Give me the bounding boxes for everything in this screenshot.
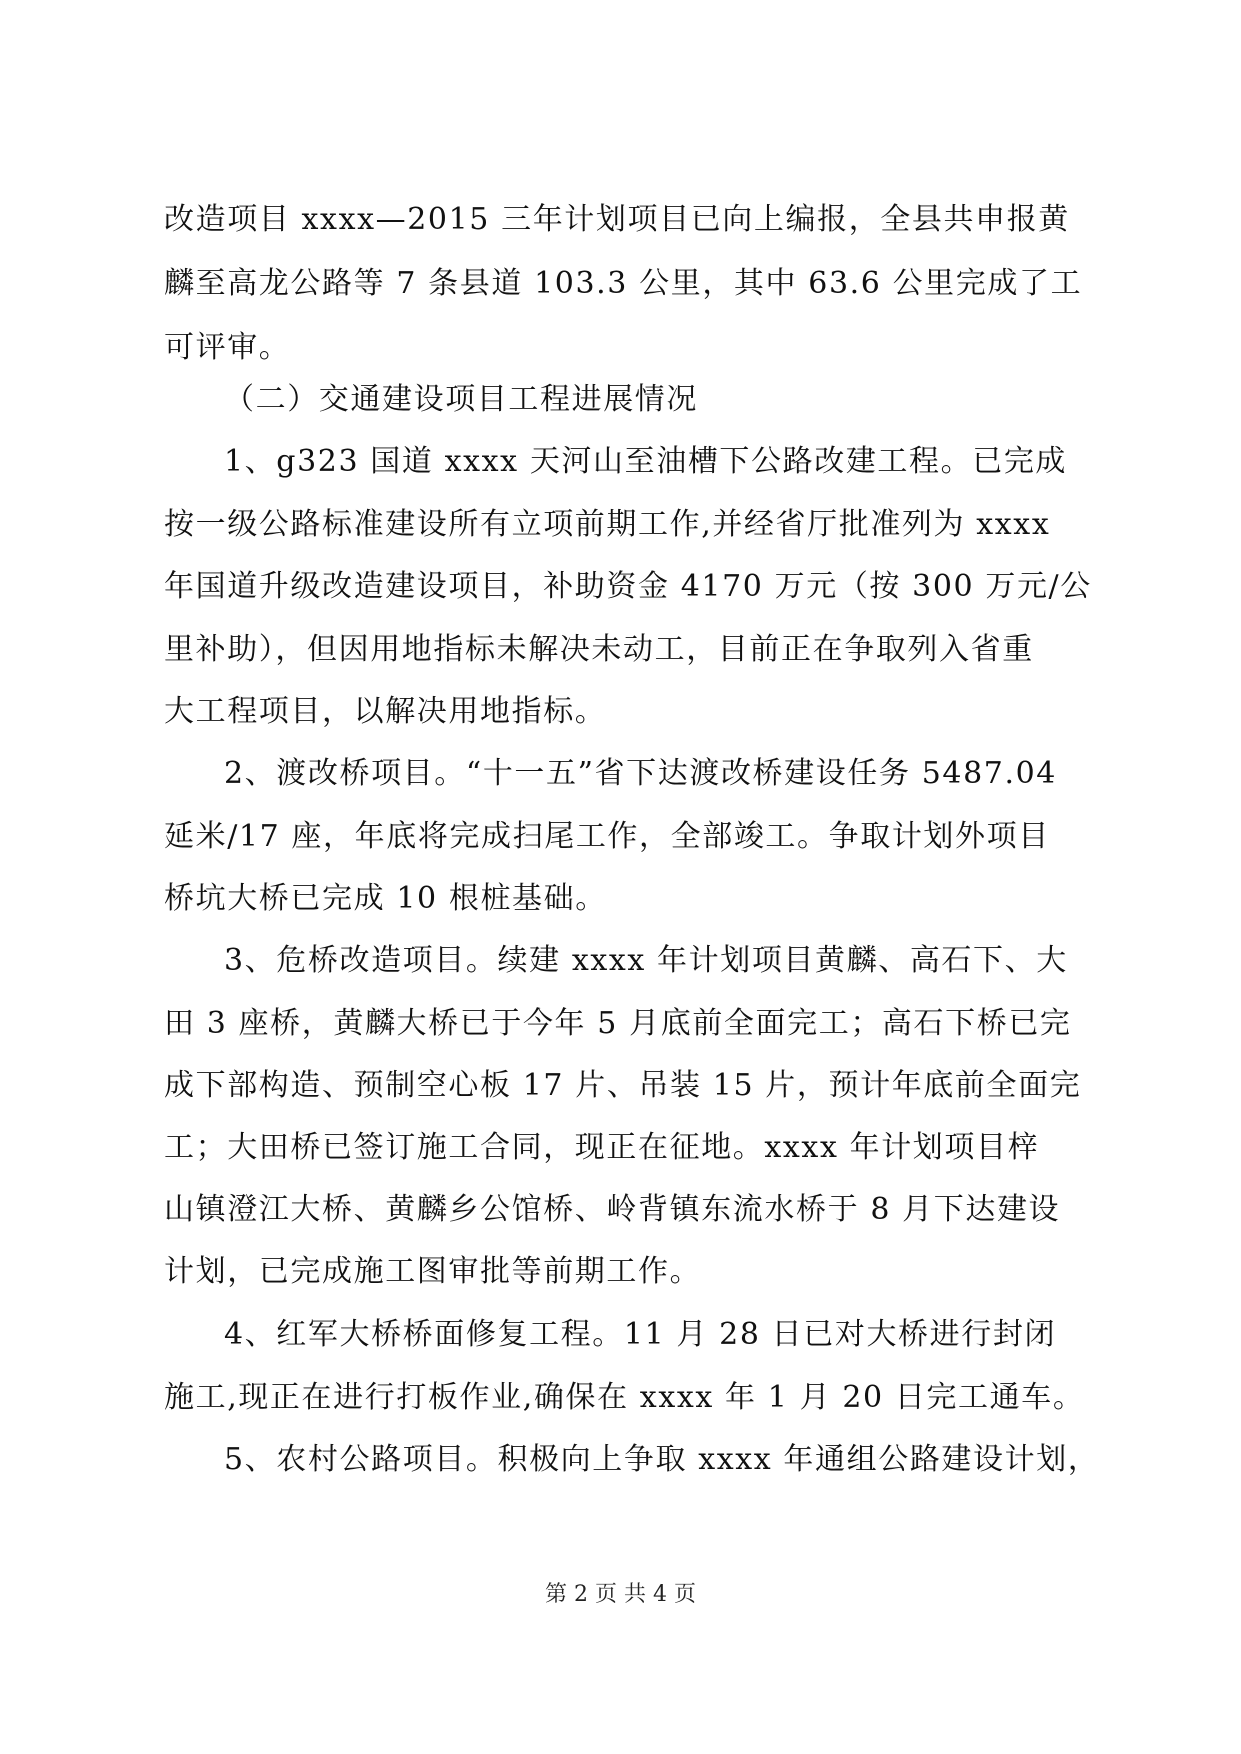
- text-line: 按一级公路标准建设所有立项前期工作,并经省厅批准列为 xxxx: [164, 507, 1051, 542]
- text-line: 计划，已完成施工图审批等前期工作。: [164, 1254, 702, 1289]
- text-line: 工；大田桥已签订施工合同，现正在征地。xxxx 年计划项目梓: [164, 1130, 1040, 1165]
- text-line: 大工程项目，以解决用地指标。: [164, 694, 607, 729]
- text-line: 施工,现正在进行打板作业,确保在 xxxx 年 1 月 20 日完工通车。: [164, 1380, 1085, 1415]
- page-number-footer: 第 2 页 共 4 页: [545, 1582, 696, 1607]
- text-line: 年国道升级改造建设项目，补助资金 4170 万元（按 300 万元/公: [164, 569, 1092, 604]
- text-line: 1、g323 国道 xxxx 天河山至油槽下公路改建工程。已完成: [224, 444, 1068, 479]
- text-line: 麟至高龙公路等 7 条县道 103.3 公里，其中 63.6 公里完成了工: [164, 266, 1083, 301]
- text-line: 延米/17 座，年底将完成扫尾工作，全部竣工。争取计划外项目: [164, 819, 1050, 854]
- text-line: 4、红军大桥桥面修复工程。11 月 28 日已对大桥进行封闭: [224, 1317, 1057, 1352]
- text-line: 山镇澄江大桥、黄麟乡公馆桥、岭背镇东流水桥于 8 月下达建设: [164, 1192, 1061, 1227]
- text-line: 改造项目 xxxx—2015 三年计划项目已向上编报，全县共申报黄: [164, 202, 1070, 237]
- text-line: 2、渡改桥项目。“十一五”省下达渡改桥建设任务 5487.04: [224, 756, 1057, 791]
- text-line: 里补助），但因用地指标未解决未动工，目前正在争取列入省重: [164, 632, 1034, 667]
- text-line: 田 3 座桥，黄麟大桥已于今年 5 月底前全面完工；高石下桥已完: [164, 1006, 1072, 1041]
- text-line: 成下部构造、预制空心板 17 片、吊装 15 片，预计年底前全面完: [164, 1068, 1082, 1103]
- text-line: 3、危桥改造项目。续建 xxxx 年计划项目黄麟、高石下、大: [224, 943, 1068, 978]
- text-line: 5、农村公路项目。积极向上争取 xxxx 年通组公路建设计划，: [224, 1442, 1100, 1477]
- text-line: 可评审。: [164, 330, 291, 365]
- text-line: 桥坑大桥已完成 10 根桩基础。: [164, 881, 607, 916]
- section-heading: （二）交通建设项目工程进展情况: [224, 382, 698, 417]
